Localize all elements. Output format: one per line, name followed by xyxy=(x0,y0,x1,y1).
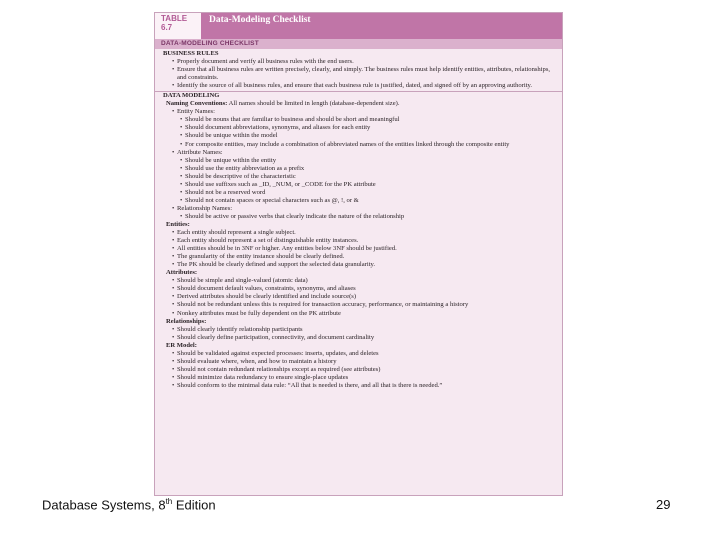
list-item: • Ensure that all business rules are written precisely, clearly, and simply. The business rules must help identify entities, attributes, relationships, and constraints. xyxy=(172,66,551,82)
list-item: • Each entity should represent a set of distinguishable entity instances. xyxy=(172,237,359,245)
relationship-names-label: • Relationship Names: xyxy=(172,204,233,212)
er-model-heading: ER Model: xyxy=(166,341,197,349)
table-header xyxy=(155,13,562,39)
list-item: • Should clearly identify relationship participants xyxy=(172,325,303,333)
list-item: • Should not be redundant unless this is required for transaction accuracy, performance, or maintaining a history xyxy=(172,301,469,309)
table-label-number: 6.7 xyxy=(161,23,173,32)
list-item: • Should minimize data redundancy to ensure single-place updates xyxy=(172,373,349,381)
checklist-content xyxy=(155,49,562,390)
checklist-table xyxy=(154,12,563,496)
list-item: • The granularity of the entity instance should be clearly defined. xyxy=(172,253,345,261)
book-title-prefix: Database Systems, 8 xyxy=(42,497,166,513)
list-item: • Nonkey attributes must be fully dependent on the PK attribute xyxy=(172,309,341,317)
list-item: • Properly document and verify all business rules with the end users. xyxy=(172,58,354,66)
relationships-heading: Relationships: xyxy=(166,317,207,325)
table-number-label xyxy=(155,13,201,39)
entities-heading: Entities: xyxy=(166,220,190,228)
table-label-word: TABLE xyxy=(161,14,188,23)
list-item: • Identify the source of all business rules, and ensure that each business rule is justified, dated, and signed off by an approving authority. xyxy=(172,82,533,90)
naming-conventions-text: All names should be limited in length (database-dependent size). xyxy=(227,100,400,108)
list-item: • Should not be a reserved word xyxy=(180,188,266,196)
list-item: • Should not contain spaces or special characters such as @, !, or & xyxy=(180,196,359,204)
list-item: • Should be simple and single-valued (atomic data) xyxy=(172,277,308,285)
list-item: • Should document default values, constraints, synonyms, and aliases xyxy=(172,285,356,293)
list-item: • Should evaluate where, when, and how to maintain a history xyxy=(172,357,337,365)
list-item: • Should be validated against expected processes: inserts, updates, and deletes xyxy=(172,349,379,357)
list-item: • Should be unique within the model xyxy=(180,132,278,140)
book-title-suffix: Edition xyxy=(172,497,216,513)
list-item: • Derived attributes should be clearly identified and include source(s) xyxy=(172,293,357,301)
entity-names-label: • Entity Names: xyxy=(172,108,215,116)
list-item: • Should conform to the minimal data rule: “All that is needed is there, and all that is there is needed.” xyxy=(172,381,443,389)
list-item: • Should not contain redundant relationships except as required (see attributes) xyxy=(172,365,381,373)
list-item: • For composite entities, may include a combination of abbreviated names of the entities linked through the composite entity xyxy=(180,140,510,148)
list-item: • Should be unique within the entity xyxy=(180,156,277,164)
list-item: • Should use the entity abbreviation as a prefix xyxy=(180,164,305,172)
business-rules-heading: BUSINESS RULES xyxy=(163,50,219,57)
list-item: • All entities should be in 3NF or higher. Any entities below 3NF should be justified. xyxy=(172,245,397,253)
list-item: • Should use suffixes such as _ID, _NUM, or _CODE for the PK attribute xyxy=(180,180,376,188)
data-modeling-heading: DATA MODELING xyxy=(155,91,562,100)
attributes-heading: Attributes: xyxy=(166,269,198,277)
book-title-superscript: th xyxy=(165,497,173,506)
attribute-names-label: • Attribute Names: xyxy=(172,148,223,156)
table-title: Data-Modeling Checklist xyxy=(209,15,311,25)
list-item: • Should document abbreviations, synonyms, and aliases for each entity xyxy=(180,124,371,132)
list-item: • Each entity should represent a single subject. xyxy=(172,229,296,237)
list-item: • Should be descriptive of the characteristic xyxy=(180,172,296,180)
page-number: 29 xyxy=(656,497,671,512)
list-item: • The PK should be clearly defined and support the selected data granularity. xyxy=(172,261,376,269)
book-title-footer xyxy=(42,497,216,512)
naming-conventions xyxy=(163,100,554,108)
table-subheader: DATA-MODELING CHECKLIST xyxy=(155,39,562,49)
naming-conventions-heading: Naming Conventions: xyxy=(166,100,228,108)
list-item: • Should clearly define participation, connectivity, and document cardinality xyxy=(172,333,375,341)
list-item: • Should be active or passive verbs that clearly indicate the nature of the relationship xyxy=(180,212,405,220)
list-item: • Should be nouns that are familiar to business and should be short and meaningful xyxy=(180,116,400,124)
